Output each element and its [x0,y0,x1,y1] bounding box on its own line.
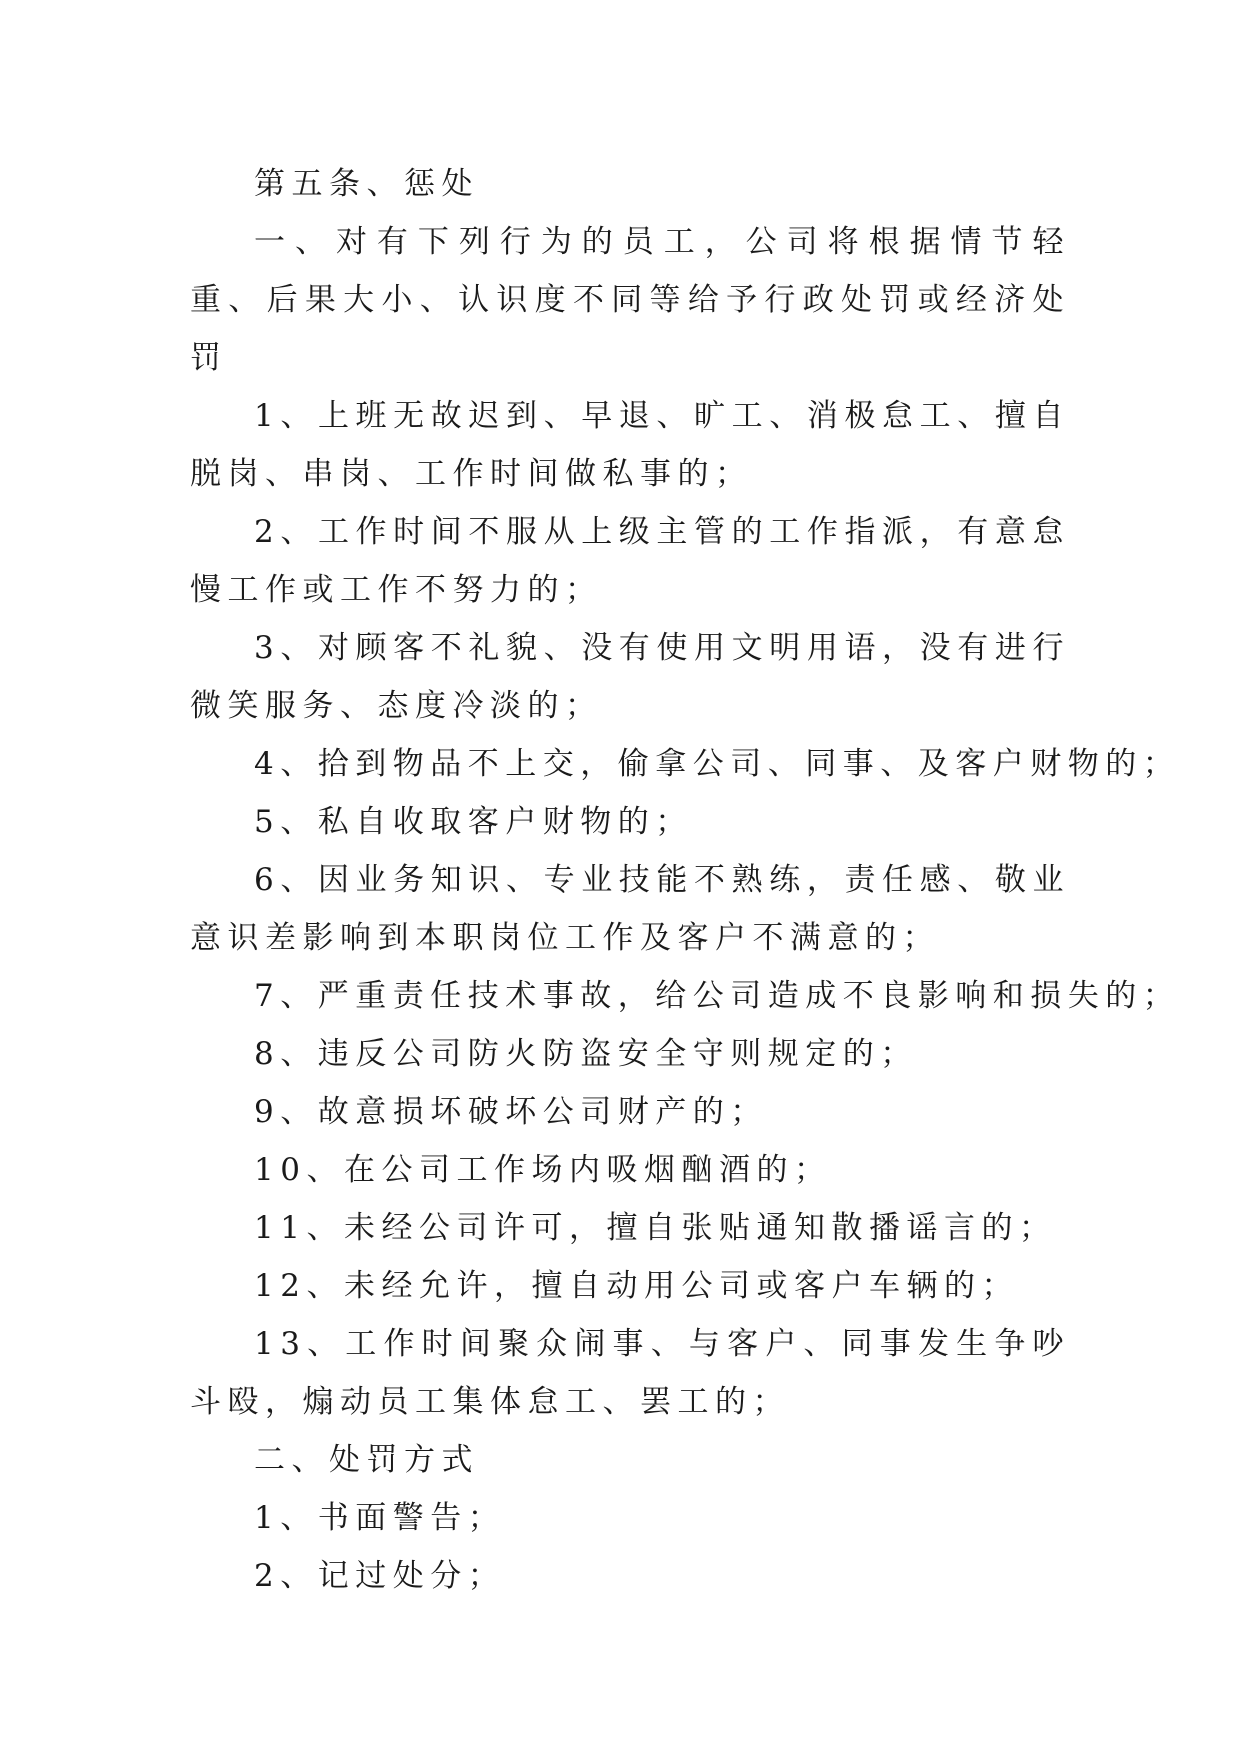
list-item: 13、工作时间聚众闹事、与客户、同事发生争吵斗殴，煽动员工集体怠工、罢工的； [190,1326,1070,1420]
penalty-item: 2、记过处分； [254,1558,506,1594]
list-item: 7、严重责任技术事故，给公司造成不良影响和损失的； [254,978,1181,1014]
document-body [190,155,1181,1605]
list-item: 10、在公司工作场内吸烟酗酒的； [254,1152,832,1188]
list-item: 1、上班无故迟到、早退、旷工、消极怠工、擅自脱岗、串岗、工作时间做私事的； [190,398,1070,492]
list-item: 6、因业务知识、专业技能不熟练，责任感、敬业意识差影响到本职岗位工作及客户不满意的； [190,862,1070,956]
list-item: 2、工作时间不服从上级主管的工作指派，有意怠慢工作或工作不努力的； [190,514,1070,608]
list-item: 9、故意损坏破坏公司财产的； [254,1094,768,1130]
list-item: 5、私自收取客户财物的； [254,804,693,840]
section-1-intro: 一、对有下列行为的员工，公司将根据情节轻重、后果大小、认识度不同等给予行政处罚或经济处罚 [190,224,1070,376]
list-item: 12、未经允许，擅自动用公司或客户车辆的； [254,1268,1019,1304]
list-item: 11、未经公司许可，擅自张贴通知散播谣言的； [254,1210,1057,1246]
list-item: 4、拾到物品不上交，偷拿公司、同事、及客户财物的； [254,746,1181,782]
list-item: 8、违反公司防火防盗安全守则规定的； [254,1036,918,1072]
penalty-item: 1、书面警告； [254,1500,506,1536]
list-item: 3、对顾客不礼貌、没有使用文明用语，没有进行微笑服务、态度冷淡的； [190,630,1070,724]
article-heading: 第五条、惩处 [254,166,479,202]
section-2-heading: 二、处罚方式 [254,1442,479,1478]
